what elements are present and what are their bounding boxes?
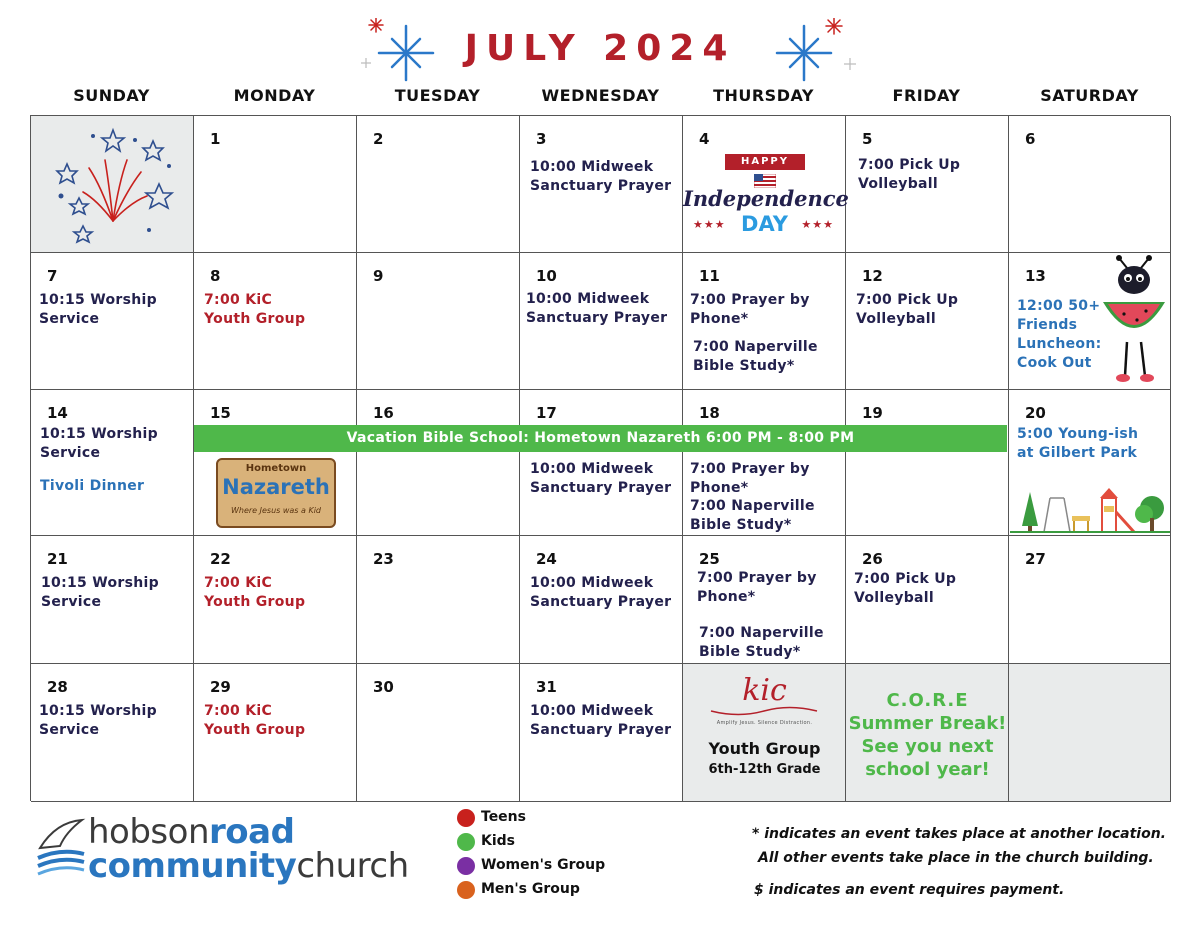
day-cell[interactable]: [1009, 253, 1171, 390]
day-number: 14: [47, 404, 68, 422]
kic-logo-swoosh: [709, 704, 819, 718]
legend-item-teens: Teens: [457, 808, 657, 828]
day-number: 3: [536, 130, 547, 148]
day-cell-empty: [31, 116, 194, 253]
event-naperville-bible-study[interactable]: 7:00 Naperville Bible Study*: [693, 339, 818, 374]
day-cell[interactable]: [194, 536, 357, 664]
weekday-friday: FRIDAY: [892, 86, 961, 105]
stars-left-icon: ★★★: [693, 218, 726, 231]
day-number: 12: [862, 267, 883, 285]
legend-item-womens-group: Women's Group: [457, 856, 657, 876]
event-prayer-by-phone[interactable]: 7:00 Prayer by Phone*: [690, 292, 810, 327]
day-number: 15: [210, 404, 231, 422]
event-midweek-prayer[interactable]: 10:00 Midweek Sanctuary Prayer: [530, 159, 672, 194]
day-cell[interactable]: [846, 116, 1009, 253]
day-number: 25: [699, 550, 720, 568]
day-cell[interactable]: [357, 536, 520, 664]
note-other-location: * indicates an event takes place at another location.: [752, 826, 1166, 842]
kids-dot-icon: [457, 833, 475, 851]
event-prayer-by-phone[interactable]: 7:00 Prayer by Phone*: [697, 570, 817, 605]
day-cell[interactable]: [520, 536, 683, 664]
day-cell[interactable]: [357, 116, 520, 253]
watermelon-ant-icon: [1099, 254, 1169, 388]
event-midweek-prayer[interactable]: 10:00 Midweek Sanctuary Prayer: [530, 575, 672, 610]
day-number: 11: [699, 267, 720, 285]
day-cell[interactable]: [31, 536, 194, 664]
legend-item-mens-group: Men's Group: [457, 880, 657, 900]
day-number: 7: [47, 267, 58, 285]
day-number: 6: [1025, 130, 1036, 148]
playground-icon: [1010, 484, 1170, 534]
hometown-text: Hometown: [245, 463, 307, 474]
happy-banner: HAPPY: [725, 154, 805, 170]
calendar-grid: [30, 115, 1170, 801]
day-number: 24: [536, 550, 557, 568]
day-number: 28: [47, 678, 68, 696]
day-cell[interactable]: [357, 253, 520, 390]
weekday-sunday: SUNDAY: [73, 86, 150, 105]
day-cell[interactable]: [194, 390, 357, 536]
event-volleyball[interactable]: 7:00 Pick Up Volleyball: [856, 292, 959, 327]
event-kic-youth-group[interactable]: 7:00 KiC Youth Group: [204, 575, 306, 610]
day-cell[interactable]: [846, 390, 1009, 536]
page-title: JULY 2024: [464, 28, 736, 69]
title-row: [0, 18, 1200, 88]
day-number: 30: [373, 678, 394, 696]
day-cell[interactable]: [683, 390, 846, 536]
mens-group-dot-icon: [457, 881, 475, 899]
event-worship-service[interactable]: 10:15 Worship Service: [41, 575, 159, 610]
womens-group-dot-icon: [457, 857, 475, 875]
event-naperville-bible-study[interactable]: 7:00 Naperville Bible Study*: [699, 625, 824, 660]
weekday-thursday: THURSDAY: [713, 86, 814, 105]
weekday-header: [30, 86, 1170, 114]
day-cell[interactable]: [194, 664, 357, 802]
event-volleyball[interactable]: 7:00 Pick Up Volleyball: [858, 157, 961, 192]
day-number: 26: [862, 550, 883, 568]
day-number: 16: [373, 404, 394, 422]
independence-script: Independence: [683, 186, 849, 211]
day-cell[interactable]: [846, 536, 1009, 664]
core-line-1: C.O.R.E: [886, 690, 969, 711]
day-cell[interactable]: [683, 116, 849, 253]
weekday-saturday: SATURDAY: [1040, 86, 1139, 105]
kic-youth-group-panel: [683, 664, 846, 802]
event-worship-service[interactable]: 10:15 Worship Service: [39, 703, 157, 738]
day-cell[interactable]: [520, 116, 683, 253]
core-line-3: See you next: [861, 736, 994, 757]
teens-dot-icon: [457, 809, 475, 827]
day-cell-empty: [1009, 664, 1171, 802]
day-number: 27: [1025, 550, 1046, 568]
day-number: 21: [47, 550, 68, 568]
event-kic-youth-group[interactable]: 7:00 KiC Youth Group: [204, 703, 306, 738]
day-number: 8: [210, 267, 221, 285]
day-cell[interactable]: [31, 253, 194, 390]
vbs-banner[interactable]: Vacation Bible School: Hometown Nazareth 6:00 PM - 8:00 PM: [194, 425, 1007, 452]
day-number: 9: [373, 267, 384, 285]
day-cell[interactable]: [194, 116, 357, 253]
fireworks-icon: [31, 116, 194, 253]
day-number: 10: [536, 267, 557, 285]
day-number: 23: [373, 550, 394, 568]
day-number: 29: [210, 678, 231, 696]
day-number: 18: [699, 404, 720, 422]
logo-line-2: communitychurch: [88, 846, 409, 886]
kic-youth-group-label: Youth Group: [708, 739, 821, 758]
tagline-text: Where Jesus was a Kid: [230, 506, 322, 515]
day-cell[interactable]: [194, 253, 357, 390]
note-payment: $ indicates an event requires payment.: [754, 882, 1065, 898]
event-friends-luncheon[interactable]: 12:00 50+ Friends Luncheon: Cook Out: [1017, 298, 1102, 371]
day-cell[interactable]: [846, 253, 1009, 390]
day-cell[interactable]: [357, 664, 520, 802]
core-line-2: Summer Break!: [848, 713, 1007, 734]
kic-tagline: Amplify Jesus. Silence Distraction.: [716, 720, 813, 726]
weekday-monday: MONDAY: [233, 86, 316, 105]
event-prayer-by-phone[interactable]: 7:00 Prayer by Phone*: [690, 461, 810, 496]
event-naperville-bible-study[interactable]: 7:00 Naperville Bible Study*: [690, 498, 815, 533]
day-number: 13: [1025, 267, 1046, 285]
note-church-building: All other events take place in the church building.: [758, 850, 1154, 866]
event-midweek-prayer[interactable]: 10:00 Midweek Sanctuary Prayer: [526, 291, 668, 326]
weekday-wednesday: WEDNESDAY: [541, 86, 660, 105]
church-logo-icon: [36, 818, 86, 878]
day-cell[interactable]: [1009, 536, 1171, 664]
day-cell[interactable]: [357, 390, 520, 536]
day-number: 17: [536, 404, 557, 422]
event-young-ish[interactable]: 5:00 Young-ish at Gilbert Park: [1017, 426, 1139, 461]
day-cell[interactable]: [520, 664, 683, 802]
weekday-tuesday: TUESDAY: [394, 86, 481, 105]
fireworks-right-icon: [770, 18, 870, 88]
hometown-nazareth-graphic: [216, 458, 336, 528]
day-cell[interactable]: [1009, 390, 1171, 536]
event-volleyball[interactable]: 7:00 Pick Up Volleyball: [854, 571, 957, 606]
day-cell[interactable]: [520, 253, 683, 390]
day-cell[interactable]: [1009, 116, 1171, 253]
day-cell[interactable]: [31, 390, 194, 536]
kic-logo: kic: [742, 673, 787, 708]
day-cell[interactable]: [683, 253, 846, 390]
core-line-4: school year!: [865, 759, 990, 780]
event-midweek-prayer[interactable]: 10:00 Midweek Sanctuary Prayer: [530, 703, 672, 738]
logo-line-1: hobsonroad: [88, 812, 295, 852]
core-summer-break-panel: [846, 664, 1009, 802]
day-number: 1: [210, 130, 221, 148]
church-logo: [36, 812, 416, 892]
event-midweek-prayer[interactable]: 10:00 Midweek Sanctuary Prayer: [530, 461, 672, 496]
legend-item-kids: Kids: [457, 832, 657, 852]
day-cell[interactable]: [683, 536, 846, 664]
day-cell[interactable]: [31, 664, 194, 802]
event-kic-youth-group[interactable]: 7:00 KiC Youth Group: [204, 292, 306, 327]
day-cell[interactable]: [520, 390, 683, 536]
event-worship-service[interactable]: 10:15 Worship Service: [40, 426, 158, 461]
day-number: 5: [862, 130, 873, 148]
day-number: 22: [210, 550, 231, 568]
nazareth-text: Nazareth: [222, 475, 330, 499]
day-word: DAY: [741, 212, 788, 236]
day-number: 2: [373, 130, 384, 148]
day-number: 4: [699, 130, 710, 148]
kic-grade-range: 6th-12th Grade: [708, 762, 821, 777]
stars-right-icon: ★★★: [801, 218, 834, 231]
event-tivoli-dinner[interactable]: Tivoli Dinner: [40, 478, 145, 494]
independence-day-graphic: [683, 150, 849, 246]
day-number: 19: [862, 404, 883, 422]
day-number: 20: [1025, 404, 1046, 422]
event-worship-service[interactable]: 10:15 Worship Service: [39, 292, 157, 327]
day-number: 31: [536, 678, 557, 696]
